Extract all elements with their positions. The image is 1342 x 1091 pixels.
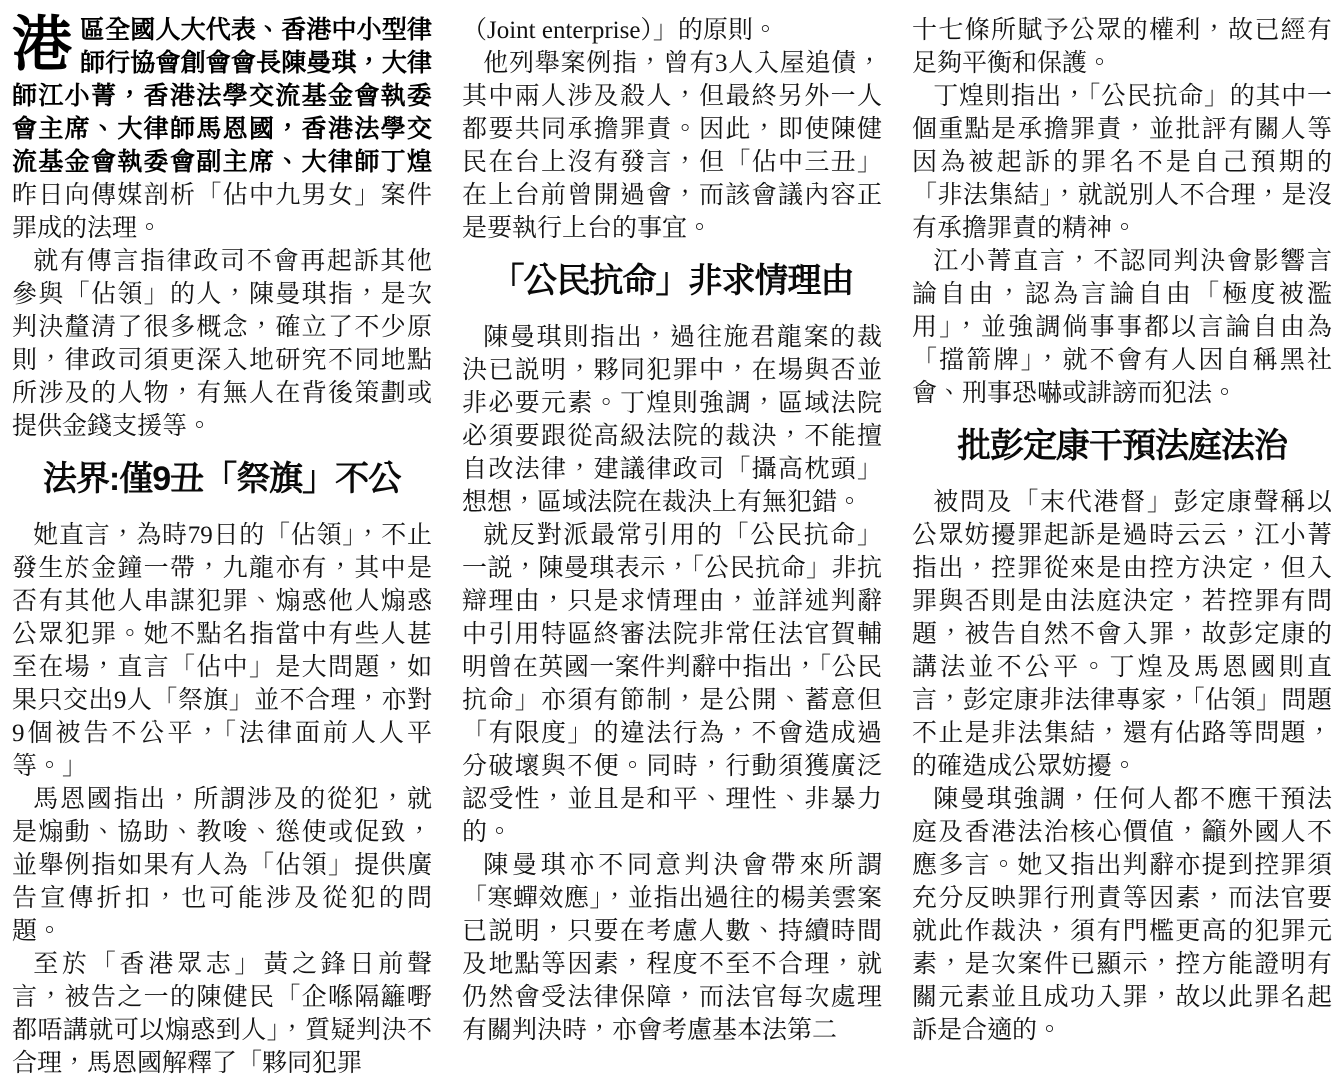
body-paragraph: 陳曼琪則指出，過往施君龍案的裁決已説明，夥同犯罪中，在場與否並非必要元素。丁煌則強調，區域法院必須要跟從高級法院的裁決，不能擅自改法律，建議律政司「攝高枕頭」想想，區域法院在裁決上有無犯錯。 [462,324,882,516]
subhead-civil-disobedience: 「公民抗命」非求情理由 [490,262,854,300]
body-paragraph-continued: （Joint enterprise）」的原則。 [462,17,778,44]
body-paragraph: 至於「香港眾志」黃之鋒日前聲言，被告之一的陳健民「企喺隔籬嘢都唔講就可以煽惑到人」，質疑判決不合理，馬恩國解釋了「夥同犯罪 [12,951,432,1077]
body-paragraph: 丁煌則指出，「公民抗命」的其中一個重點是承擔罪責，並批評有關人等因為被起訴的罪名不是自己預期的「非法集結」，就説別人不合理，是沒有承擔罪責的精神。 [912,83,1332,242]
body-paragraph: 江小菁直言，不認同判決會影響言論自由，認為言論自由「極度被濫用」，並強調倘事事都以言論自由為「擋箭牌」，就不會有人因自稱黑社會、刑事恐嚇或誹謗而犯法。 [912,248,1332,407]
body-paragraph: 他列舉案例指，曾有3人入屋追債，其中兩人涉及殺人，但最終另外一人都要共同承擔罪責。因此，即使陳健民在台上沒有發言，但「佔中三丑」在上台前曾開過會，而該會議內容正是要執行上台的事宜。 [462,50,882,242]
lede-regular-text: 昨日向傳媒剖析「佔中九男女」案件罪成的法理。 [12,182,432,242]
body-paragraph-continued: 十七條所賦予公眾的權利，故已經有足夠平衡和保護。 [912,17,1332,77]
subhead-criticise-patten: 批彭定康干預法庭法治 [957,427,1287,465]
subhead-only-9-sacrificed: 法界:僅9丑「祭旗」不公 [42,460,402,498]
body-paragraph: 被問及「末代港督」彭定康聲稱以公眾妨擾罪起訴是過時云云，江小菁指出，控罪從來是由控方決定，但入罪與否則是由法庭決定，若控罪有問題，被告自然不會入罪，故彭定康的講法並不公平。丁煌及馬恩國則直言，彭定康非法律專家，「佔領」問題不止是非法集結，還有佔路等問題，的確造成公眾妨擾。 [912,489,1332,780]
drop-cap: 港 [12,11,72,78]
lede-paragraph [12,11,432,245]
article-column-middle [462,14,882,1091]
lede-names-bold: 區全國人大代表、香港中小型律師行協會創會會長陳曼琪，大律師江小菁，香港法學交流基金會執委會主席、大律師馬恩國，香港法學交流基金會執委會副主席、大律師丁煌 [12,16,432,176]
body-paragraph: 她直言，為時79日的「佔領」，不止發生於金鐘一帶，九龍亦有，其中是否有其他人串謀犯罪、煽惑他人煽惑公眾犯罪。她不點名指當中有些人甚至在場，直言「佔中」是大問題，如果只交出9人「祭旗」並不合理，亦對9個被告不公平，「法律面前人人平等。」 [12,522,432,780]
article-column-left [12,11,432,1091]
body-paragraph: 陳曼琪亦不同意判決會帶來所謂「寒蟬效應」，並指出過往的楊美雲案已説明，只要在考慮人數、持續時間及地點等因素，程度不至不合理，就仍然會受法律保障，而法官每次處理有關判決時，亦會考慮基本法第二 [462,852,882,1044]
body-paragraph: 陳曼琪強調，任何人都不應干預法庭及香港法治核心價值，籲外國人不應多言。她又指出判辭亦提到控罪須充分反映罪行刑責等因素，而法官要就此作裁決，須有門檻更高的犯罪元素，是次案件已顯示，控方能證明有關元素並且成功入罪，故以此罪名起訴是合適的。 [912,786,1332,1044]
body-paragraph: 就有傳言指律政司不會再起訴其他參與「佔領」的人，陳曼琪指，是次判決釐清了很多概念，確立了不少原則，律政司須更深入地研究不同地點所涉及的人物，有無人在背後策劃或提供金錢支援等。 [12,248,432,440]
body-paragraph: 就反對派最常引用的「公民抗命」一説，陳曼琪表示，「公民抗命」非抗辯理由，只是求情理由，並詳述判辭中引用特區終審法院非常任法官賀輔明曾在英國一案件判辭中指出，「公民抗命」亦須有節制，是公開、蓄意但「有限度」的違法行為，不會造成過分破壞與不便。同時，行動須獲廣泛認受性，並且是和平、理性、非暴力的。 [462,522,882,846]
article-column-right [912,14,1332,1091]
body-paragraph: 馬恩國指出，所謂涉及的從犯，就是煽動、協助、教唆、慫使或促致，並舉例指如果有人為「佔領」提供廣告宣傳折扣，也可能涉及從犯的問題。 [12,786,432,945]
